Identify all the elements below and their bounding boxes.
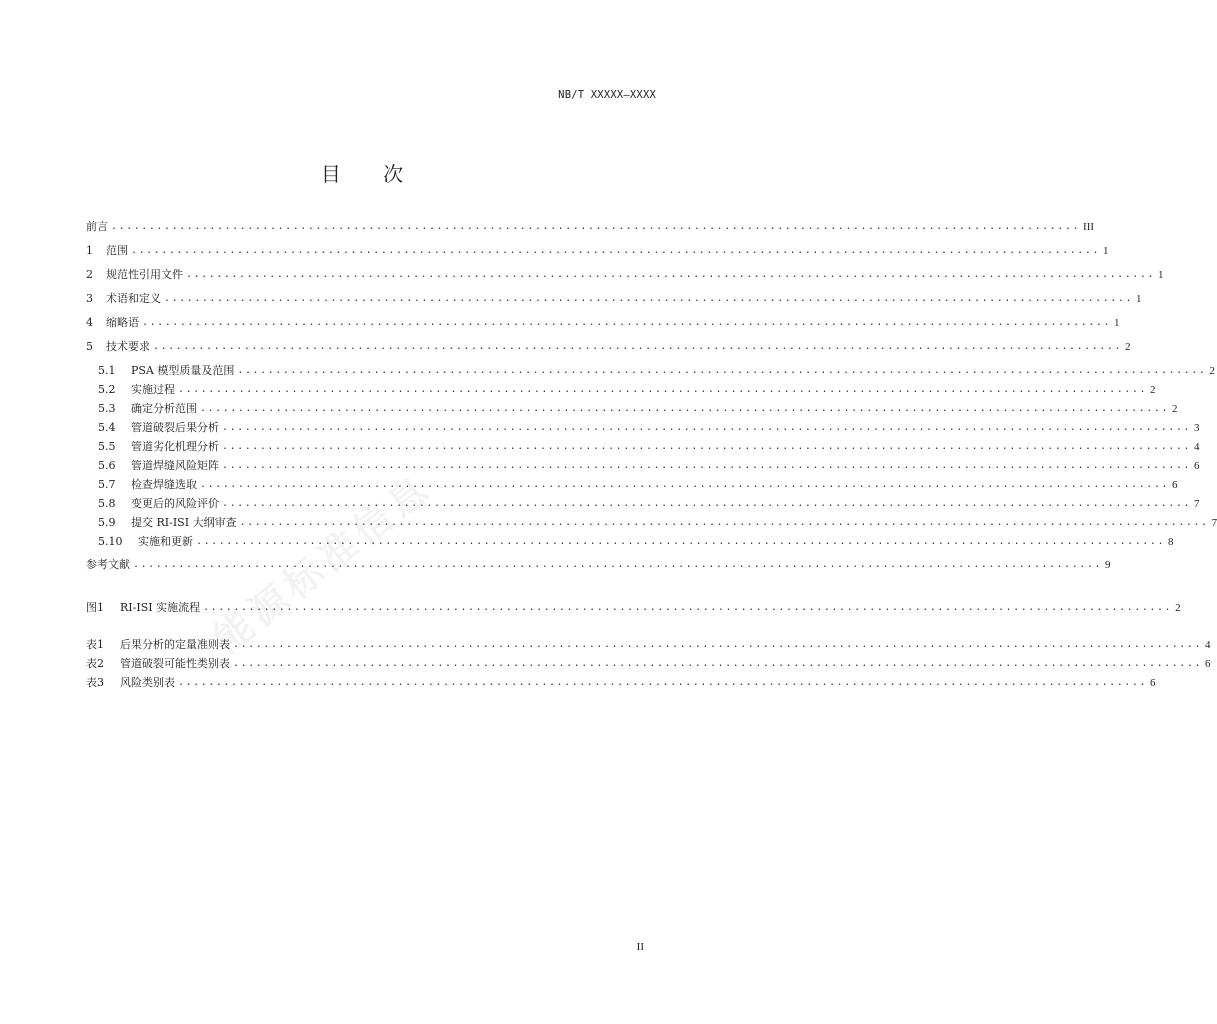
- toc-number: 5.7: [98, 478, 116, 491]
- toc-label: 前言: [86, 220, 108, 233]
- toc-number: 1: [86, 244, 93, 257]
- toc-entry-5-5[interactable]: [98, 436, 1200, 454]
- toc-leader: ................................................................................................................................: [111, 221, 1081, 232]
- toc-number: 3: [86, 292, 93, 305]
- toc-leader: ................................................................................................................................: [186, 269, 1156, 280]
- toc-leader: ................................................................................................................................: [203, 602, 1173, 613]
- toc-label: 缩略语: [106, 316, 139, 329]
- toc-entry-foreword[interactable]: [86, 216, 1095, 234]
- toc-page: 6: [1172, 479, 1178, 491]
- toc-page: 7: [1194, 498, 1200, 510]
- toc-number: 5.8: [98, 497, 116, 510]
- toc-page: 9: [1105, 559, 1111, 571]
- toc-leader: ................................................................................................................................: [222, 441, 1192, 452]
- toc-entry-references[interactable]: [86, 554, 1111, 572]
- toc-entry-5-2[interactable]: [98, 379, 1156, 397]
- toc-leader: ................................................................................................................................: [131, 245, 1101, 256]
- toc-label: 技术要求: [106, 340, 150, 353]
- toc-page: III: [1083, 221, 1095, 233]
- toc-entry-table-2[interactable]: [86, 653, 1211, 671]
- toc-label: 变更后的风险评价: [131, 497, 219, 510]
- toc-page: 1: [1103, 245, 1109, 257]
- toc-number: 5.3: [98, 402, 116, 415]
- toc-label: 提交 RI-ISI 大纲审查: [131, 516, 237, 529]
- toc-leader: ................................................................................................................................: [237, 365, 1207, 376]
- toc-number: 5.10: [98, 535, 123, 548]
- toc-label: 后果分析的定量准则表: [120, 638, 230, 651]
- toc-leader: ................................................................................................................................: [178, 677, 1148, 688]
- toc-number: 表1: [86, 638, 104, 651]
- toc-entry-2[interactable]: [86, 264, 1164, 282]
- toc-number: 图1: [86, 601, 104, 614]
- toc-label: 参考文献: [86, 558, 130, 571]
- toc-page: 3: [1194, 422, 1200, 434]
- toc-label: 术语和定义: [106, 292, 161, 305]
- toc-leader: ................................................................................................................................: [178, 384, 1148, 395]
- toc-leader: ................................................................................................................................: [142, 317, 1112, 328]
- toc-entry-3[interactable]: [86, 288, 1142, 306]
- toc-page: 1: [1158, 269, 1164, 281]
- toc-leader: ................................................................................................................................: [233, 639, 1203, 650]
- page-title: 目 次: [320, 162, 422, 186]
- toc-number: 表2: [86, 657, 104, 670]
- standard-code: NB/T XXXXX—XXXX: [558, 89, 656, 101]
- toc-label: 规范性引用文件: [106, 268, 183, 281]
- toc-leader: ................................................................................................................................: [233, 658, 1203, 669]
- toc-entry-5-7[interactable]: [98, 474, 1178, 492]
- toc-entry-5-9[interactable]: [98, 512, 1217, 530]
- toc-label: 管道破裂后果分析: [131, 421, 219, 434]
- toc-entry-table-3[interactable]: [86, 672, 1156, 690]
- toc-entry-5[interactable]: [86, 336, 1131, 354]
- toc-number: 5.6: [98, 459, 116, 472]
- toc-entry-figure-1[interactable]: [86, 597, 1181, 615]
- toc-number: 5.5: [98, 440, 116, 453]
- toc-number: 5.2: [98, 383, 116, 396]
- toc-entry-5-8[interactable]: [98, 493, 1200, 511]
- toc-label: PSA 模型质量及范围: [131, 364, 235, 377]
- toc-label: 实施和更新: [138, 535, 193, 548]
- toc-entry-table-1[interactable]: [86, 634, 1211, 652]
- toc-label: 风险类别表: [120, 676, 175, 689]
- toc-leader: ................................................................................................................................: [239, 517, 1209, 528]
- toc-leader: ................................................................................................................................: [222, 422, 1192, 433]
- toc-label: 管道焊缝风险矩阵: [131, 459, 219, 472]
- toc-leader: ................................................................................................................................: [133, 559, 1103, 570]
- toc-page: 2: [1150, 384, 1156, 396]
- toc-entry-4[interactable]: [86, 312, 1120, 330]
- toc-page: 4: [1205, 639, 1211, 651]
- toc-leader: ................................................................................................................................: [164, 293, 1134, 304]
- toc-page: 6: [1194, 460, 1200, 472]
- toc-page: 8: [1168, 536, 1174, 548]
- toc-number: 5: [86, 340, 93, 353]
- toc-leader: ................................................................................................................................: [200, 479, 1170, 490]
- toc-label: 管道破裂可能性类别表: [120, 657, 230, 670]
- watermark: 能源标准信息: [205, 464, 441, 662]
- toc-entry-1[interactable]: [86, 240, 1109, 258]
- toc-entry-5-3[interactable]: [98, 398, 1178, 416]
- toc-entry-5-6[interactable]: [98, 455, 1200, 473]
- toc-leader: ................................................................................................................................: [153, 341, 1123, 352]
- toc-page: 2: [1209, 365, 1215, 377]
- toc-label: RI-ISI 实施流程: [120, 601, 201, 614]
- toc-label: 确定分析范围: [131, 402, 197, 415]
- toc-number: 4: [86, 316, 93, 329]
- toc-entry-5-10[interactable]: [98, 531, 1174, 549]
- toc-page: 1: [1114, 317, 1120, 329]
- page-number: II: [636, 941, 644, 953]
- toc-page: 2: [1172, 403, 1178, 415]
- toc-leader: ................................................................................................................................: [196, 536, 1166, 547]
- toc-label: 实施过程: [131, 383, 175, 396]
- toc-entry-5-1[interactable]: [98, 360, 1215, 378]
- toc-page: 1: [1136, 293, 1142, 305]
- toc-number: 5.9: [98, 516, 116, 529]
- toc-page: 6: [1150, 677, 1156, 689]
- toc-label: 管道劣化机理分析: [131, 440, 219, 453]
- toc-page: 2: [1175, 602, 1181, 614]
- toc-leader: ................................................................................................................................: [200, 403, 1170, 414]
- toc-page: 2: [1125, 341, 1131, 353]
- toc-number: 表3: [86, 676, 104, 689]
- toc-number: 2: [86, 268, 93, 281]
- toc-page: 7: [1211, 517, 1217, 529]
- toc-page: 6: [1205, 658, 1211, 670]
- toc-page: 4: [1194, 441, 1200, 453]
- toc-leader: ................................................................................................................................: [222, 498, 1192, 509]
- toc-number: 5.1: [98, 364, 116, 377]
- toc-leader: ................................................................................................................................: [222, 460, 1192, 471]
- toc-label: 检查焊缝选取: [131, 478, 197, 491]
- toc-label: 范围: [106, 244, 128, 257]
- toc-number: 5.4: [98, 421, 116, 434]
- toc-entry-5-4[interactable]: [98, 417, 1200, 435]
